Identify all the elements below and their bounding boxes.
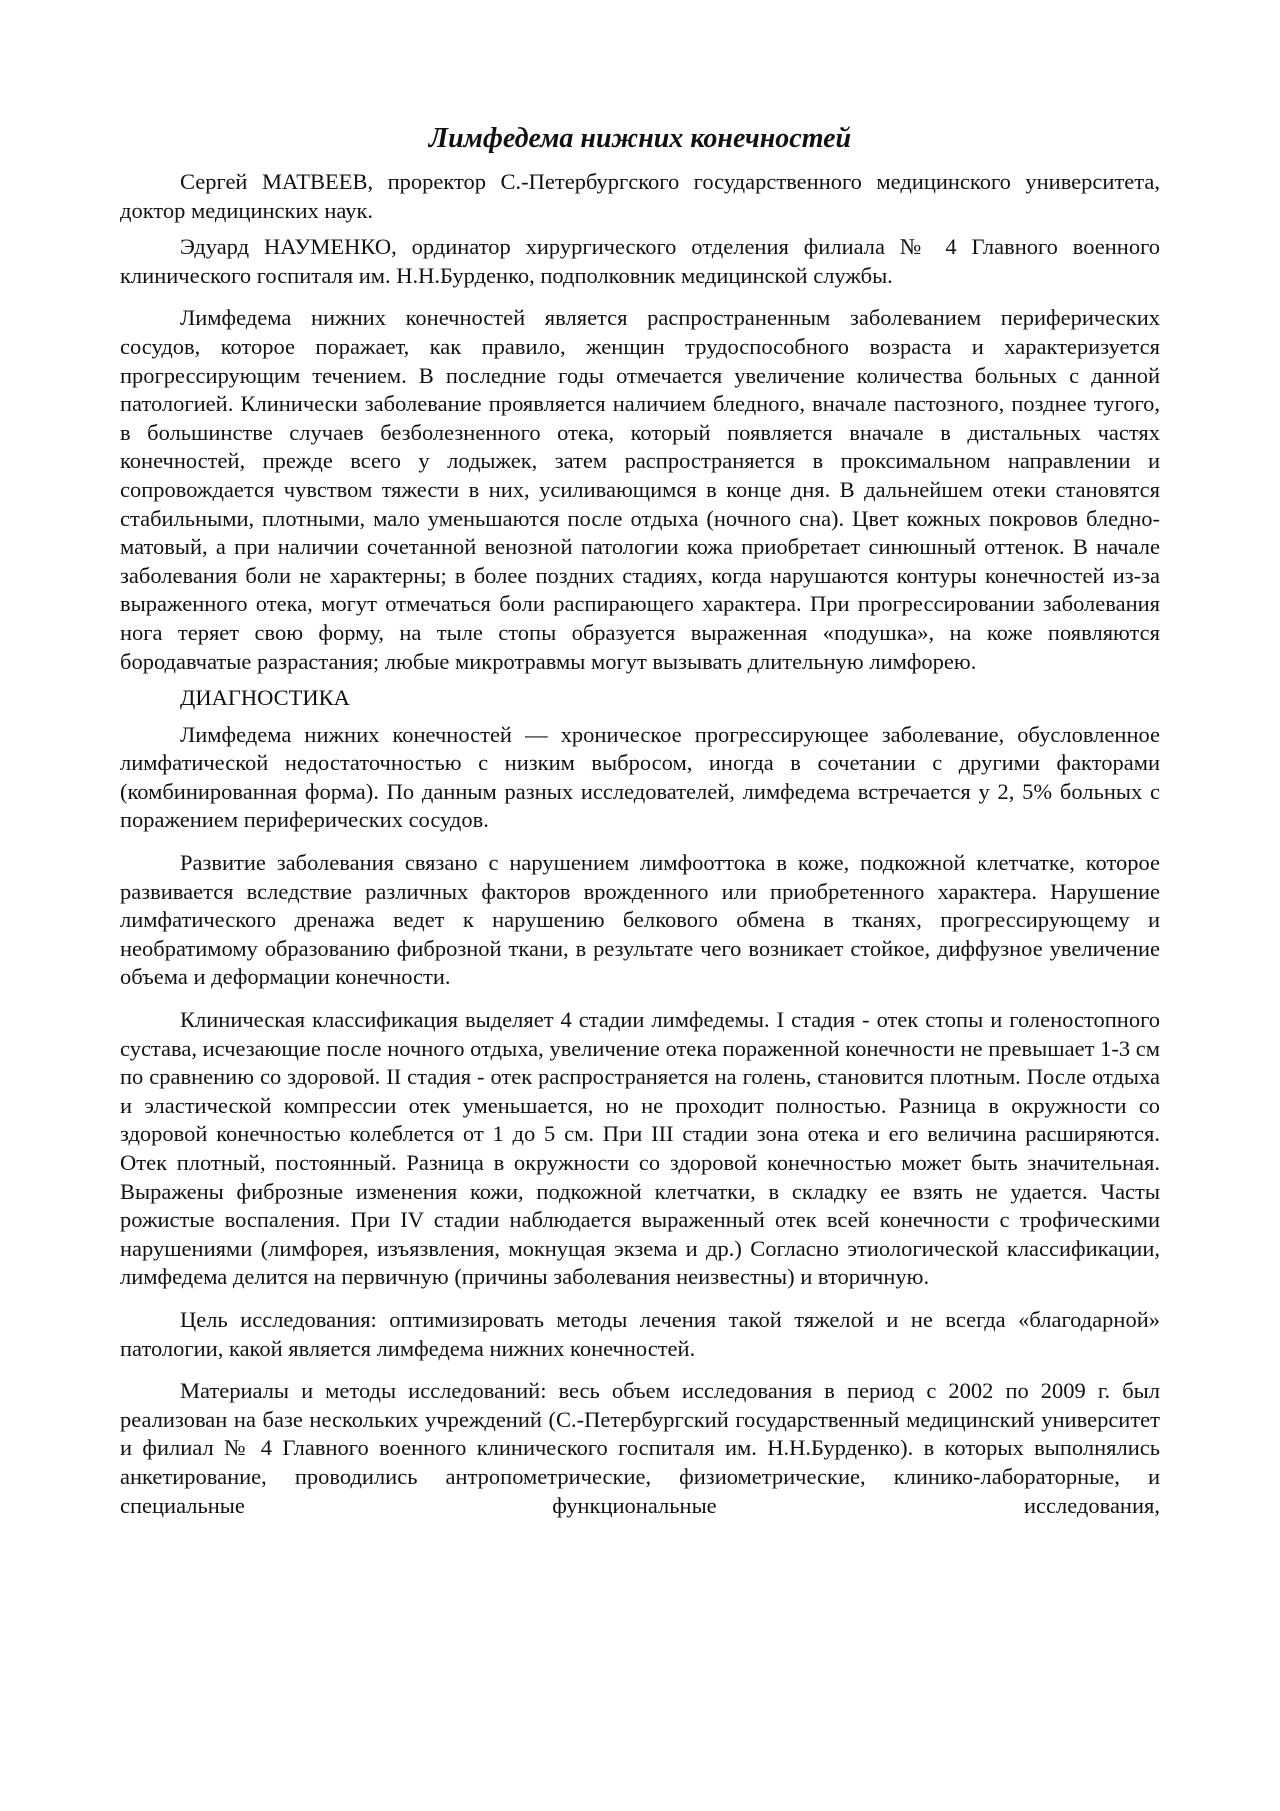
- classification-paragraph: Клиническая классификация выделяет 4 стадии лимфедемы. I стадия - отек стопы и голеностопного сустава, исчезающие после ночного отдыха, увеличение отека пораженной конечности не превышает 1-3 см по сравнению со здоровой. II стадия - отек распространяется на голень, становится плотным. После отдыха и эластической компрессии отек уменьшается, но не проходит полностью. Разница в окружности со здоровой конечностью колеблется от 1 до 5 см. При III стадии зона отека и его величина расширяются. Отек плотный, постоянный. Разница в окружности со здоровой конечностью может быть значительная. Выражены фиброзные изменения кожи, подкожной клетчатки, в складку ее взять не удается. Часты рожистые воспаления. При IV стадии наблюдается выраженный отек всей конечности с трофическими нарушениями (лимфорея, изъязвления, мокнущая экзема и др.) Согласно этиологической классификации, лимфедема делится на первичную (причины заболевания неизвестны) и вторичную.: [120, 1007, 1160, 1290]
- section-heading-diagnostics: ДИАГНОСТИКА: [180, 685, 350, 711]
- document-page: [120, 120, 1160, 1520]
- goal-paragraph: Цель исследования: оптимизировать методы лечения такой тяжелой и не всегда «благодарной» патологии, какой является лимфедема нижних конечностей.: [120, 1306, 1160, 1361]
- author-1-paragraph: Сергей МАТВЕЕВ, проректор С.-Петербургского государственного медицинского университета, доктор медицинских наук.: [120, 169, 1160, 223]
- intro-paragraph: Лимфедема нижних конечностей является распространенным заболеванием периферических сосудов, которое поражает, как правило, женщин трудоспособного возраста и характеризуется прогрессирующим течением. В последние годы отмечается увеличение количества больных с данной патологией. Клинически заболевание проявляется наличием бледного, вначале пастозного, позднее тугого, в большинстве случаев безболезненного отека, который появляется вначале в дистальных частях конечностей, прежде всего у лодыжек, затем распространяется в проксимальном направлении и сопровождается чувством тяжести в них, усиливающимся в конце дня. В дальнейшем отеки становятся стабильными, плотными, мало уменьшаются после отдыха (ночного сна). Цвет кожных покровов бледно-матовый, а при наличии сочетанной венозной патологии кожа приобретает синюшный оттенок. В начале заболевания боли не характерны; в более поздних стадиях, когда нарушаются контуры конечностей из-за выраженного отека, могут отмечаться боли распирающего характера. При прогрессировании заболевания нога теряет свою форму, на тыле стопы образуется выраженная «подушка», на коже появляются бородавчатые разрастания; любые микротравмы могут вызывать длительную лимфорею.: [120, 305, 1160, 674]
- document-title: Лимфедема нижних конечностей: [428, 123, 852, 154]
- definition-paragraph: Лимфедема нижних конечностей — хроническое прогрессирующее заболевание, обусловленное лимфатической недостаточностью с низким выбросом, иногда в сочетании с другими факторами (комбинированная форма). По данным разных исследователей, лимфедема встречается у 2, 5% больных с поражением периферических сосудов.: [120, 721, 1160, 833]
- methods-paragraph: Материалы и методы исследований: весь объем исследования в период с 2002 по 2009 г. был реализован на базе нескольких учреждений (С.-Петербургский государственный медицинский университет и филиал № 4 Главного военного клинического госпиталя им. Н.Н.Бурденко). в которых выполнялись анкетирование, проводились антропометрические, физиометрические, клинико-лабораторные, и специальные функциональные исследования,: [120, 1378, 1160, 1518]
- author-2-paragraph: Эдуард НАУМЕНКО, ординатор хирургического отделения филиала № 4 Главного военного клинического госпиталя им. Н.Н.Бурденко, подполковник медицинской службы.: [120, 234, 1160, 288]
- pathogenesis-paragraph: Развитие заболевания связано с нарушением лимфооттока в коже, подкожной клетчатке, которое развивается вследствие различных факторов врожденного или приобретенного характера. Нарушение лимфатического дренажа ведет к нарушению белкового обмена в тканях, прогрессирующему и необратимому образованию фиброзной ткани, в результате чего возникает стойкое, диффузное увеличение объема и деформации конечности.: [120, 850, 1160, 990]
